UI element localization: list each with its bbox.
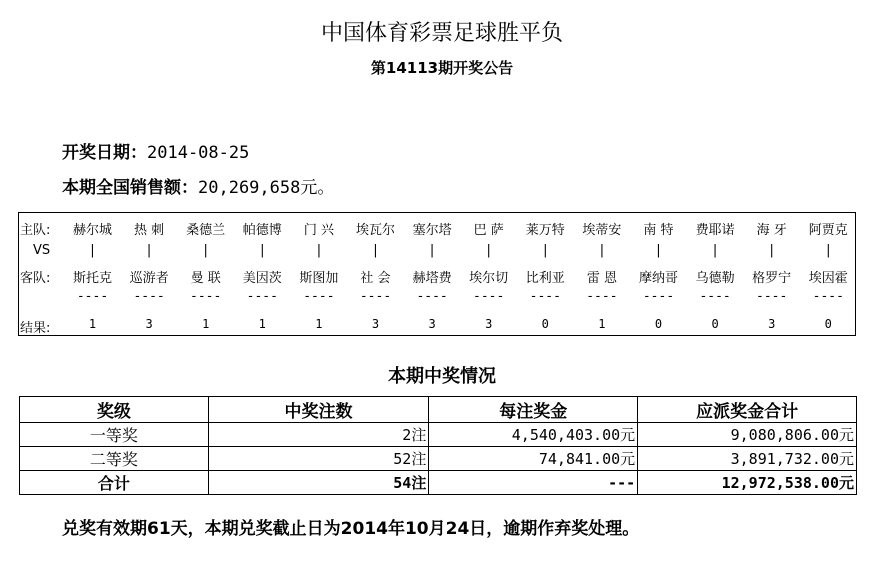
dash-separator: ---- xyxy=(303,289,335,304)
total-cell: 12,972,538.00元 xyxy=(638,471,857,495)
home-row-label: 主队: xyxy=(20,223,51,238)
home-team: 赫尔城 xyxy=(72,223,112,238)
match-column xyxy=(800,213,857,335)
match-column xyxy=(404,213,461,335)
match-result: 3 xyxy=(485,317,493,331)
vs-separator: | xyxy=(486,243,491,258)
header-per-bet: 每注奖金 xyxy=(429,397,638,423)
match-result: 3 xyxy=(371,317,380,331)
away-team: 埃因霍 xyxy=(808,271,848,286)
draw-date-label: 开奖日期： xyxy=(62,143,147,163)
home-team: 桑德兰 xyxy=(186,223,226,238)
match-result: 3 xyxy=(428,317,436,331)
match-result: 1 xyxy=(315,317,323,331)
match-result: 1 xyxy=(598,317,606,331)
away-team: 斯托克 xyxy=(72,271,112,286)
vs-separator: | xyxy=(260,243,265,258)
away-team: 乌德勒 xyxy=(695,271,735,286)
vs-separator: | xyxy=(90,243,95,258)
count-cell: 52注 xyxy=(208,447,429,471)
away-team: 赫塔费 xyxy=(412,271,452,286)
per-bet-cell: 4,540,403.00元 xyxy=(429,423,638,447)
home-team: 热 刺 xyxy=(134,223,165,238)
away-team: 美因茨 xyxy=(242,271,282,286)
sales-amount xyxy=(62,173,334,198)
per-bet-cell: --- xyxy=(429,471,638,495)
draw-date-value: 2014-08-25 xyxy=(147,143,250,163)
home-team: 费耶诺 xyxy=(695,223,735,238)
level-cell: 一等奖 xyxy=(20,423,209,447)
away-team: 曼 联 xyxy=(190,271,221,286)
match-result: 0 xyxy=(541,317,549,331)
away-row-label: 客队: xyxy=(20,271,51,286)
prize-section-title: 本期中奖情况 xyxy=(388,366,496,387)
vs-label: VS xyxy=(33,243,51,258)
home-team: 埃蒂安 xyxy=(582,223,622,238)
draw-date xyxy=(62,138,249,163)
home-team: 阿贾克 xyxy=(808,223,848,238)
sales-label: 本期全国销售额： xyxy=(62,178,198,198)
vs-separator: | xyxy=(543,243,548,258)
home-team: 埃瓦尔 xyxy=(355,223,395,238)
match-table xyxy=(18,212,856,336)
home-team: 帕德博 xyxy=(242,223,282,238)
vs-separator: | xyxy=(826,243,831,258)
prize-header-row xyxy=(20,397,857,423)
match-result: 1 xyxy=(202,317,210,331)
home-team: 莱万特 xyxy=(525,223,565,238)
match-column xyxy=(234,213,291,335)
vs-separator: | xyxy=(712,243,718,258)
home-team: 门 兴 xyxy=(303,223,334,238)
count-cell: 54注 xyxy=(208,471,429,495)
match-column xyxy=(630,213,687,335)
dash-separator: ---- xyxy=(416,289,448,304)
away-team: 比利亚 xyxy=(525,271,565,286)
prize-row-total xyxy=(20,471,857,495)
count-cell: 2注 xyxy=(208,423,429,447)
dash-separator: ---- xyxy=(756,289,788,304)
home-team: 塞尔塔 xyxy=(412,223,452,238)
prize-table xyxy=(19,396,857,495)
match-column xyxy=(687,213,744,335)
match-result: 3 xyxy=(145,317,153,331)
vs-separator: | xyxy=(769,243,774,258)
match-result: 1 xyxy=(88,317,97,331)
total-cell: 9,080,806.00元 xyxy=(638,423,857,447)
dash-separator: ---- xyxy=(642,289,675,304)
header-count: 中奖注数 xyxy=(208,397,429,423)
dash-separator: ---- xyxy=(359,289,392,304)
vs-separator: | xyxy=(146,243,152,258)
page-title: 中国体育彩票足球胜平负 xyxy=(320,21,563,46)
away-team: 埃尔切 xyxy=(469,271,509,286)
match-column xyxy=(573,213,630,335)
home-team: 巴 萨 xyxy=(473,223,504,238)
dash-separator: ---- xyxy=(133,289,165,304)
vs-separator: | xyxy=(373,243,378,258)
vs-separator: | xyxy=(656,243,661,258)
total-cell: 3,891,732.00元 xyxy=(638,447,857,471)
away-team: 斯图加 xyxy=(299,271,339,286)
level-cell: 二等奖 xyxy=(20,447,209,471)
prize-row-second xyxy=(20,447,857,471)
vs-separator: | xyxy=(429,243,435,258)
issue-title: 第14113期开奖公告 xyxy=(370,59,514,77)
match-result: 0 xyxy=(711,317,719,331)
match-column xyxy=(64,213,121,335)
dash-separator: ---- xyxy=(699,289,731,304)
dash-separator: ---- xyxy=(586,289,618,304)
level-cell: 合计 xyxy=(20,471,209,495)
vs-separator: | xyxy=(599,243,605,258)
header-total: 应派奖金合计 xyxy=(638,397,857,423)
dash-separator: ---- xyxy=(529,289,561,304)
away-team: 雷 恩 xyxy=(586,271,617,286)
match-result: 3 xyxy=(768,317,776,331)
dash-separator: ---- xyxy=(812,289,844,304)
match-column xyxy=(177,213,234,335)
match-column xyxy=(290,213,347,335)
result-row-label: 结果: xyxy=(20,321,51,336)
dash-separator: ---- xyxy=(473,289,505,304)
per-bet-cell: 74,841.00元 xyxy=(429,447,638,471)
home-team: 南 特 xyxy=(643,223,674,238)
match-column xyxy=(347,213,404,335)
match-column xyxy=(517,213,574,335)
match-result: 1 xyxy=(258,317,266,331)
away-team: 社 会 xyxy=(360,271,391,286)
vs-separator: | xyxy=(316,243,322,258)
away-team: 摩纳哥 xyxy=(638,271,678,286)
away-team: 巡游者 xyxy=(129,271,169,286)
redeem-notice: 兑奖有效期61天，本期兑奖截止日为2014年10月24日，逾期作弃奖处理。 xyxy=(62,519,640,539)
vs-separator: | xyxy=(203,243,208,258)
match-result: 0 xyxy=(654,317,663,331)
header-level: 奖级 xyxy=(20,397,209,423)
match-result: 0 xyxy=(824,317,832,331)
prize-row-first xyxy=(20,423,857,447)
dash-separator: ---- xyxy=(76,289,109,304)
dash-separator: ---- xyxy=(246,289,278,304)
dash-separator: ---- xyxy=(190,289,222,304)
away-team: 格罗宁 xyxy=(752,271,792,286)
sales-value: 20,269,658元。 xyxy=(198,178,335,198)
match-column xyxy=(460,213,517,335)
match-column xyxy=(743,213,800,335)
match-column xyxy=(121,213,178,335)
home-team: 海 牙 xyxy=(756,223,787,238)
